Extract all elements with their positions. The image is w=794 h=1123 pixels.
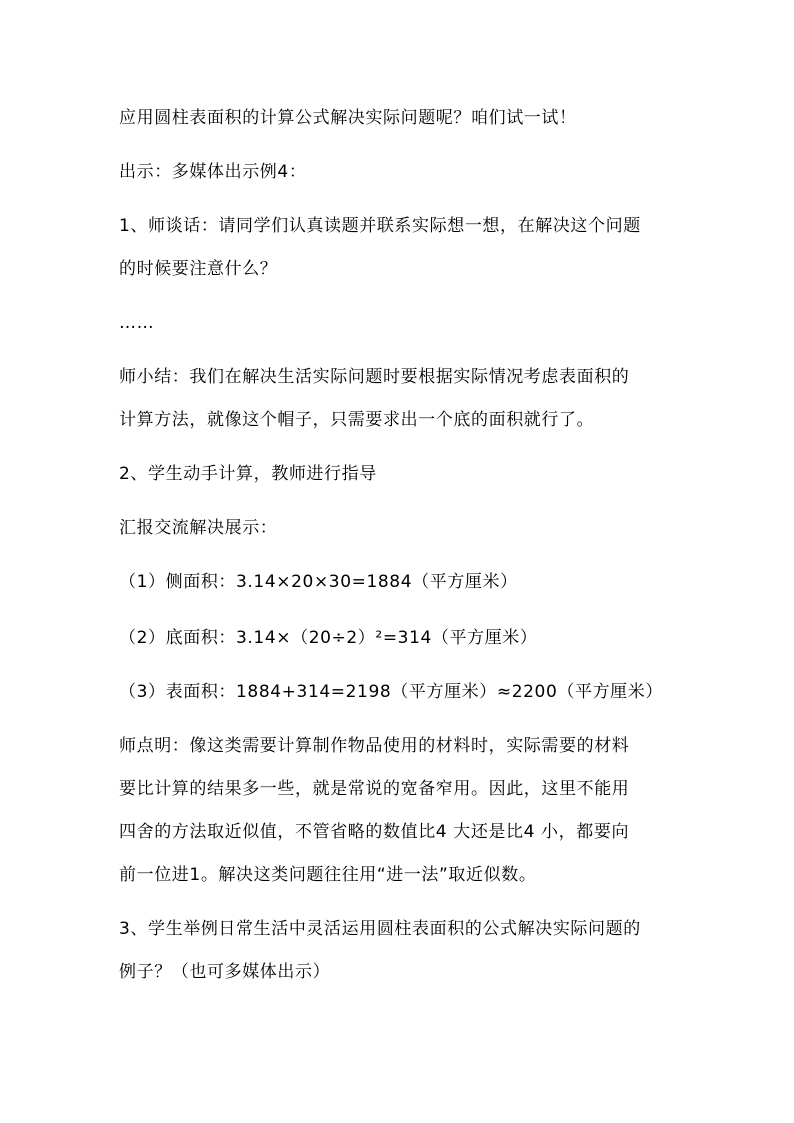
text-line-explain-c: 四舍的方法取近似值，不管省略的数值比4 大还是比4 小，都要向: [119, 822, 630, 842]
text-line-summary-a: 师小结：我们在解决生活实际问题时要根据实际情况考虑表面积的: [119, 367, 630, 387]
text-line-show-example: 出示：多媒体出示例4：: [119, 162, 307, 182]
text-line-intro: 应用圆柱表面积的计算公式解决实际问题呢？咱们试一试！: [119, 108, 577, 128]
text-line-calc-side: （1）侧面积：3.14×20×30=1884（平方厘米）: [119, 572, 518, 592]
text-line-ellipsis: ……: [119, 313, 155, 333]
text-line-calc-surface: （3）表面积：1884+314=2198（平方厘米）≈2200（平方厘米）: [119, 682, 663, 702]
text-line-explain-d: 前一位进1。解决这类问题往往用“进一法”取近似数。: [119, 865, 537, 885]
text-line-calc-base: （2）底面积：3.14×（20÷2）²=314（平方厘米）: [119, 628, 538, 648]
text-line-explain-a: 师点明：像这类需要计算制作物品使用的材料时，实际需要的材料: [119, 736, 630, 756]
text-line-step2: 2、学生动手计算，教师进行指导: [119, 464, 377, 484]
text-line-report: 汇报交流解决展示：: [119, 518, 278, 538]
text-line-step3-b: 例子？（也可多媒体出示）: [119, 962, 331, 982]
text-line-step1-a: 1、师谈话：请同学们认真读题并联系实际想一想，在解决这个问题: [119, 216, 641, 236]
text-line-explain-b: 要比计算的结果多一些，就是常说的宽备窄用。因此，这里不能用: [119, 779, 630, 799]
text-line-step1-b: 的时候要注意什么？: [119, 259, 278, 279]
text-line-summary-b: 计算方法，就像这个帽子，只需要求出一个底的面积就行了。: [119, 410, 595, 430]
text-line-step3-a: 3、学生举例日常生活中灵活运用圆柱表面积的公式解决实际问题的: [119, 919, 641, 939]
